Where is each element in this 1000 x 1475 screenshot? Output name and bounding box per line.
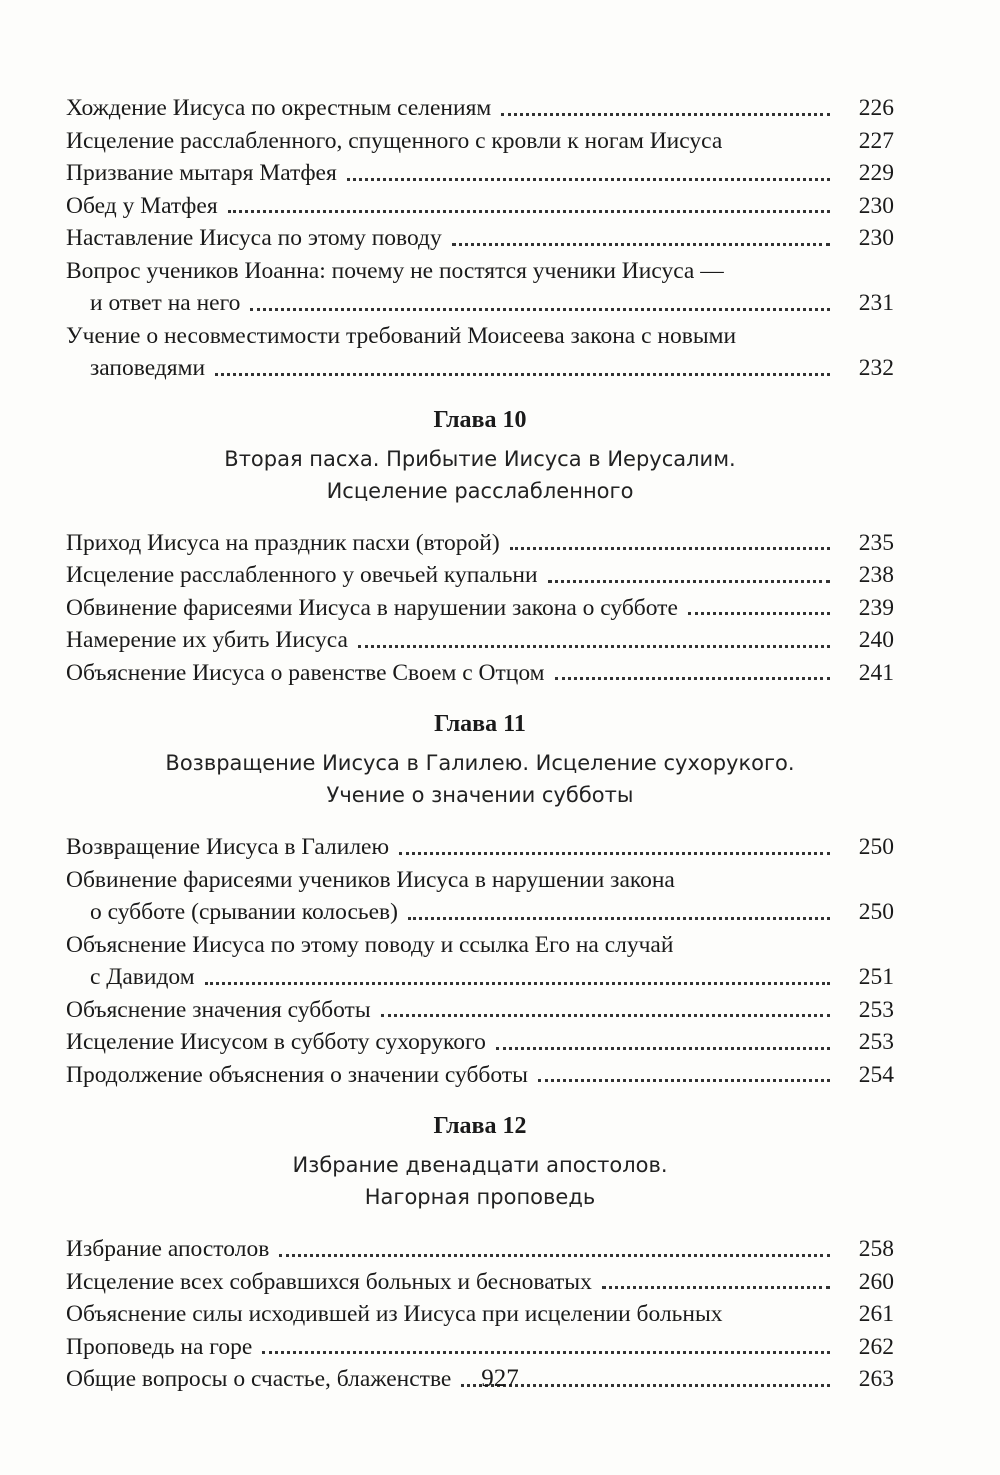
toc-entry-title: Избрание апостолов bbox=[66, 1236, 270, 1262]
dot-leader bbox=[538, 1079, 830, 1082]
toc-entry bbox=[66, 896, 894, 929]
toc-entry-title: Учение о несовместимости требований Моисеева закона с новыми bbox=[66, 322, 737, 349]
dot-leader bbox=[215, 373, 830, 376]
toc-entry bbox=[66, 929, 894, 962]
dot-leader bbox=[408, 917, 830, 920]
toc-entry bbox=[66, 1026, 894, 1059]
toc-page-number: 250 bbox=[858, 899, 894, 925]
toc-entry bbox=[66, 1266, 894, 1299]
toc-entry-title: Наставление Иисуса по этому поводу bbox=[66, 225, 442, 251]
toc-entry-title: Исцеление Иисусом в субботу сухорукого bbox=[66, 1029, 486, 1055]
chapter-subtitle-line: Нагорная проповедь bbox=[364, 1185, 596, 1209]
toc-entry-title: с Давидом bbox=[90, 964, 195, 990]
toc-entry bbox=[66, 527, 894, 560]
toc-entry-title: и ответ на него bbox=[90, 290, 241, 316]
toc-page-number: 227 bbox=[858, 127, 894, 154]
toc-page-number: 232 bbox=[858, 355, 894, 381]
chapter-subtitle-line: Исцеление расслабленного bbox=[326, 478, 634, 503]
dot-leader bbox=[510, 547, 830, 550]
toc-page-number: 261 bbox=[858, 1301, 894, 1327]
toc-page-number: 254 bbox=[858, 1061, 894, 1088]
toc-page-number: 241 bbox=[858, 659, 894, 686]
toc-entry bbox=[66, 352, 894, 385]
toc-entry bbox=[66, 624, 894, 657]
dot-leader bbox=[279, 1254, 830, 1257]
toc-entry bbox=[66, 190, 894, 223]
toc-entry-title: Обвинение фарисеями учеников Иисуса в нарушении закона bbox=[66, 866, 675, 893]
dot-leader bbox=[250, 308, 830, 311]
toc-page-number: 253 bbox=[858, 1029, 894, 1055]
dot-leader bbox=[399, 852, 830, 855]
toc-entry-title: Вопрос учеников Иоанна: почему не постятся ученики Иисуса — bbox=[66, 257, 724, 284]
toc-entry-title: Проповедь на горе bbox=[66, 1333, 253, 1360]
dot-leader bbox=[205, 982, 830, 985]
toc-entry bbox=[66, 92, 894, 125]
toc-entry bbox=[66, 831, 894, 864]
toc-page-number: 239 bbox=[858, 594, 894, 621]
dot-leader bbox=[358, 645, 830, 648]
toc-entry-title: Возвращение Иисуса в Галилею bbox=[66, 834, 390, 860]
toc-entry bbox=[66, 657, 894, 690]
chapter-subtitle-line: Вторая пасха. Прибытие Иисуса в Иерусалим. bbox=[224, 446, 736, 471]
toc-entry-title: Объяснение силы исходившей из Иисуса при исцелении больных bbox=[66, 1301, 723, 1327]
chapter-heading: Глава 11 bbox=[434, 711, 526, 737]
toc-page-number: 258 bbox=[858, 1236, 894, 1262]
dot-leader bbox=[555, 677, 831, 680]
toc-page-number: 263 bbox=[858, 1366, 894, 1392]
toc-entry-title: Общие вопросы о счастье, блаженстве bbox=[66, 1366, 452, 1392]
toc-entry bbox=[66, 1331, 894, 1364]
toc-entry bbox=[66, 125, 894, 158]
toc-entry-title: Намерение их убить Иисуса bbox=[66, 627, 348, 653]
chapter-subtitle bbox=[66, 1149, 894, 1213]
dot-leader bbox=[548, 580, 830, 583]
toc-entry-title: Объяснение Иисуса по этому поводу и ссылка Его на случай bbox=[66, 931, 674, 958]
toc-entry bbox=[66, 961, 894, 994]
dot-leader bbox=[496, 1047, 830, 1050]
dot-leader bbox=[452, 243, 830, 246]
toc-entry bbox=[66, 864, 894, 897]
toc-page-number: 235 bbox=[858, 529, 894, 556]
chapter-subtitle-line: Избрание двенадцати апостолов. bbox=[292, 1153, 668, 1177]
toc-entry bbox=[66, 592, 894, 625]
toc-entry-title: Призвание мытаря Матфея bbox=[66, 160, 337, 186]
table-of-contents bbox=[66, 92, 894, 1396]
toc-page-number: 262 bbox=[858, 1333, 894, 1360]
toc-page-number: 240 bbox=[858, 627, 894, 653]
chapter-heading: Глава 12 bbox=[433, 1113, 527, 1139]
chapter-subtitle bbox=[66, 443, 894, 507]
toc-entry bbox=[66, 994, 894, 1027]
chapter-subtitle bbox=[66, 747, 894, 811]
toc-entry-title: Приход Иисуса на праздник пасхи (второй) bbox=[66, 529, 500, 556]
toc-entry bbox=[66, 255, 894, 288]
toc-entry-title: о субботе (срывании колосьев) bbox=[90, 899, 398, 925]
toc-page-number: 253 bbox=[858, 996, 894, 1023]
dot-leader bbox=[602, 1286, 830, 1289]
toc-entry-title: Исцеление расслабленного у овечьей купальни bbox=[66, 562, 538, 588]
chapter-subtitle-line: Возвращение Иисуса в Галилею. Исцеление сухорукого. bbox=[165, 751, 795, 775]
chapter-heading: Глава 10 bbox=[433, 406, 527, 433]
dot-leader bbox=[347, 178, 830, 181]
toc-entry bbox=[66, 1059, 894, 1092]
toc-entry-title: Продолжение объяснения о значении субботы bbox=[66, 1061, 528, 1088]
toc-entry bbox=[66, 320, 894, 353]
toc-entry-title: Обвинение фарисеями Иисуса в нарушении закона о субботе bbox=[66, 594, 678, 621]
dot-leader bbox=[262, 1351, 830, 1354]
toc-entry-title: Исцеление всех собравшихся больных и бесноватых bbox=[66, 1268, 592, 1295]
dot-leader bbox=[228, 210, 830, 213]
toc-page-number: 250 bbox=[858, 834, 894, 860]
toc-page-number: 238 bbox=[858, 562, 894, 588]
toc-page-number: 226 bbox=[858, 95, 894, 121]
toc-page-number: 231 bbox=[858, 290, 894, 316]
toc-entry-title: Объяснение Иисуса о равенстве Своем с Отцом bbox=[66, 659, 545, 686]
toc-entry bbox=[66, 287, 894, 320]
toc-entry-title: Обед у Матфея bbox=[66, 192, 218, 219]
toc-page-number: 251 bbox=[858, 964, 894, 990]
toc-entry bbox=[66, 157, 894, 190]
toc-page-number: 230 bbox=[858, 192, 894, 219]
toc-page-number: 229 bbox=[858, 160, 894, 186]
toc-entry bbox=[66, 1233, 894, 1266]
toc-page-number: 260 bbox=[858, 1268, 894, 1295]
toc-page-number: 230 bbox=[858, 225, 894, 251]
toc-entry bbox=[66, 222, 894, 255]
page-number: 927 bbox=[481, 1365, 519, 1392]
toc-entry bbox=[66, 559, 894, 592]
toc-entry-title: Объяснение значения субботы bbox=[66, 996, 371, 1023]
dot-leader bbox=[688, 612, 830, 615]
toc-entry-title: Хождение Иисуса по окрестным селениям bbox=[66, 95, 492, 121]
toc-entry bbox=[66, 1298, 894, 1331]
dot-leader bbox=[381, 1014, 830, 1017]
chapter-subtitle-line: Учение о значении субботы bbox=[326, 783, 634, 807]
toc-entry-title: заповедями bbox=[90, 355, 206, 381]
dot-leader bbox=[501, 113, 830, 116]
toc-entry-title: Исцеление расслабленного, спущенного с кровли к ногам Иисуса bbox=[66, 127, 723, 154]
